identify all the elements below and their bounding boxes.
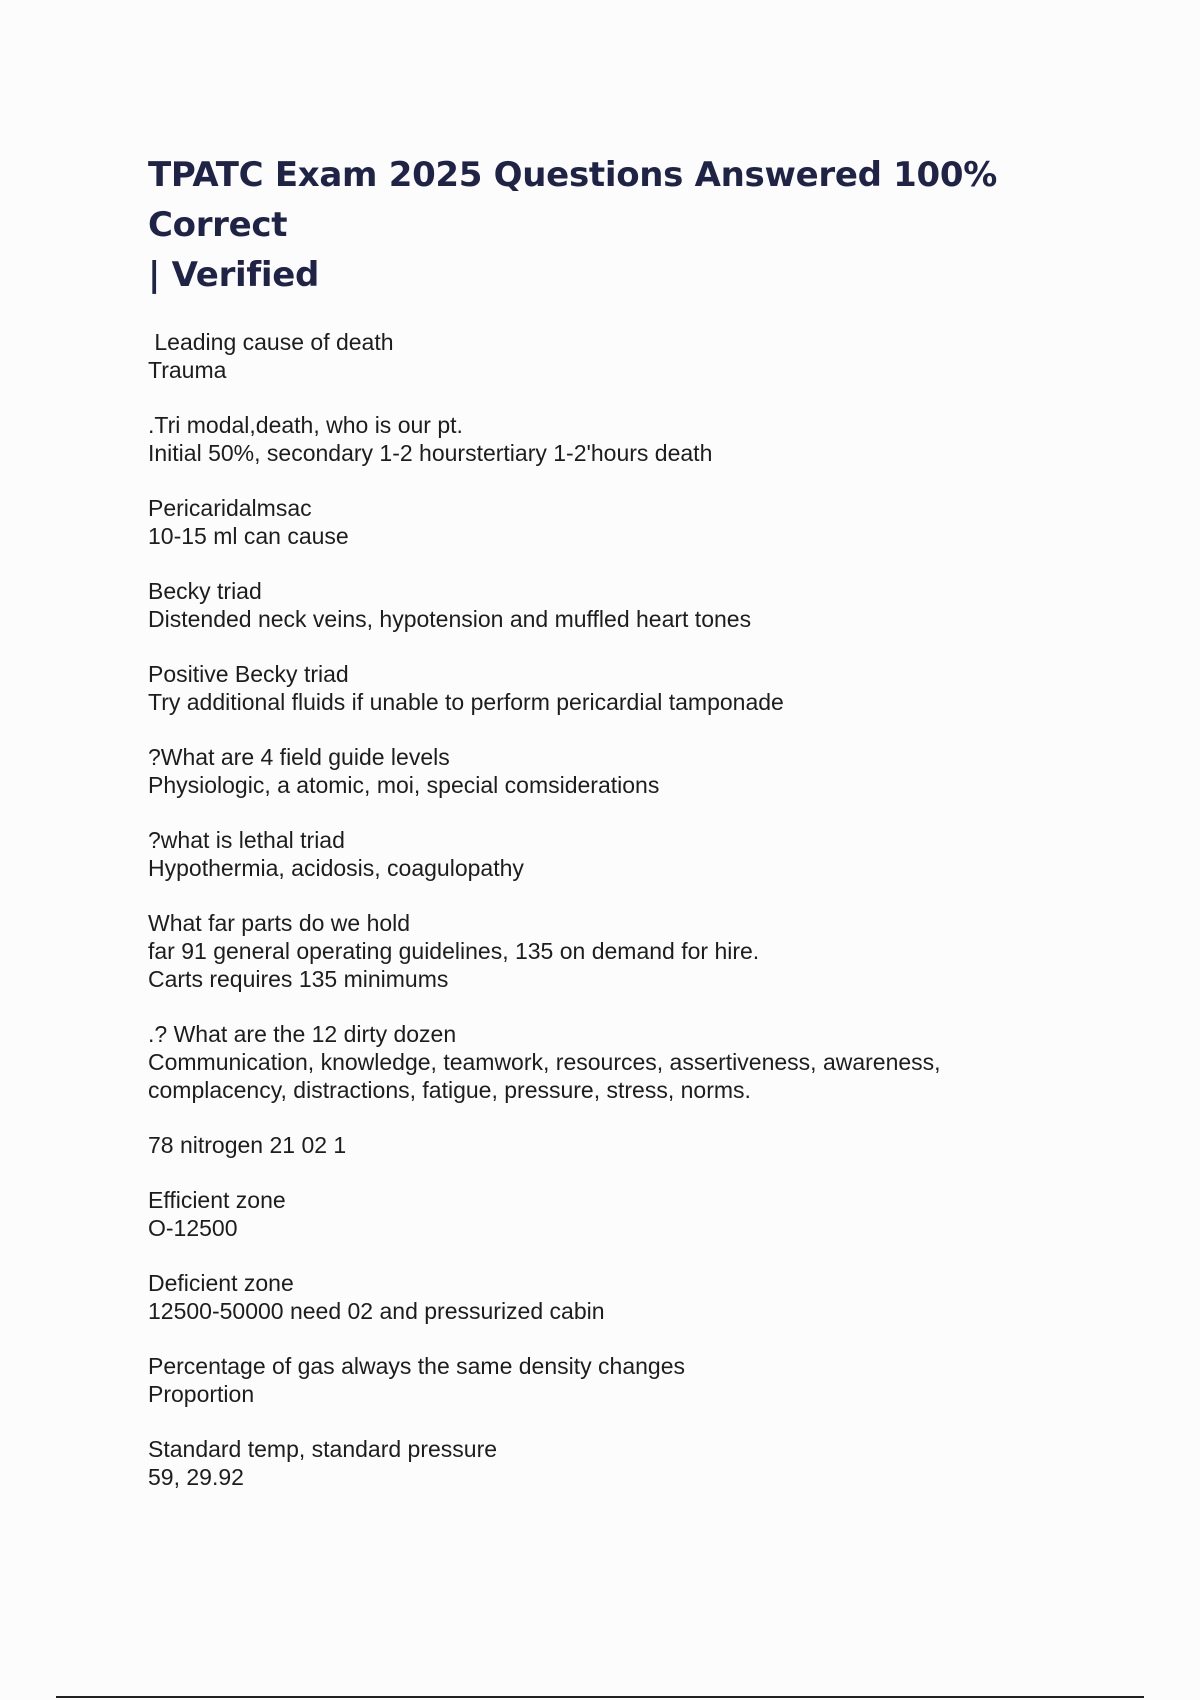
qa-answer-line: Proportion — [148, 1381, 255, 1407]
qa-answer-line: Initial 50%, secondary 1-2 hourstertiary 1-2'hours death — [148, 440, 713, 466]
qa-answer-line: Communication, knowledge, teamwork, resources, assertiveness, awareness, — [148, 1049, 941, 1075]
qa-item — [148, 494, 1108, 550]
qa-question: Pericaridalmsac — [148, 495, 312, 521]
qa-question: Deficient zone — [148, 1270, 294, 1296]
qa-answer-line: Hypothermia, acidosis, coagulopathy — [148, 855, 524, 881]
qa-item — [148, 1020, 1108, 1104]
qa-answer-line: 10-15 ml can cause — [148, 523, 349, 549]
document-title-line-1: TPATC Exam 2025 Questions Answered 100% Correct — [148, 155, 997, 245]
qa-answer-line: Carts requires 135 minimums — [148, 966, 449, 992]
qa-item — [148, 1269, 1108, 1325]
qa-item — [148, 743, 1108, 799]
qa-item — [148, 328, 1108, 384]
qa-question: Percentage of gas always the same density changes — [148, 1353, 685, 1379]
qa-answer-line: Physiologic, a atomic, moi, special comsiderations — [148, 772, 660, 798]
qa-list — [148, 328, 1108, 1491]
document-content — [148, 150, 1108, 1518]
qa-question: Leading cause of death — [148, 329, 394, 355]
qa-answer-line: Trauma — [148, 357, 227, 383]
qa-answer-line: Try additional fluids if unable to perform pericardial tamponade — [148, 689, 784, 715]
qa-answer-line: O-12500 — [148, 1215, 238, 1241]
qa-question: .? What are the 12 dirty dozen — [148, 1021, 457, 1047]
qa-question: ?What are 4 field guide levels — [148, 744, 450, 770]
qa-item — [148, 1435, 1108, 1491]
qa-answer-line: Distended neck veins, hypotension and muffled heart tones — [148, 606, 752, 632]
qa-item — [148, 577, 1108, 633]
document-title-line-2: | Verified — [148, 255, 320, 295]
qa-answer-line: 12500-50000 need 02 and pressurized cabin — [148, 1298, 605, 1324]
document-title — [148, 150, 1108, 300]
qa-question: Efficient zone — [148, 1187, 286, 1213]
qa-item — [148, 1131, 1108, 1159]
qa-answer-line: complacency, distractions, fatigue, pressure, stress, norms. — [148, 1077, 751, 1103]
qa-item — [148, 1352, 1108, 1408]
qa-item — [148, 411, 1108, 467]
qa-item — [148, 909, 1108, 993]
qa-item — [148, 1186, 1108, 1242]
qa-answer-line: far 91 general operating guidelines, 135 on demand for hire. — [148, 938, 760, 964]
qa-question: Becky triad — [148, 578, 262, 604]
qa-question: ?what is lethal triad — [148, 827, 345, 853]
footer-divider — [56, 1696, 1144, 1698]
qa-question: What far parts do we hold — [148, 910, 411, 936]
qa-item — [148, 660, 1108, 716]
qa-question: .Tri modal,death, who is our pt. — [148, 412, 463, 438]
qa-question: 78 nitrogen 21 02 1 — [148, 1132, 347, 1158]
qa-answer-line: 59, 29.92 — [148, 1464, 244, 1490]
qa-question: Standard temp, standard pressure — [148, 1436, 498, 1462]
qa-question: Positive Becky triad — [148, 661, 349, 687]
qa-item — [148, 826, 1108, 882]
